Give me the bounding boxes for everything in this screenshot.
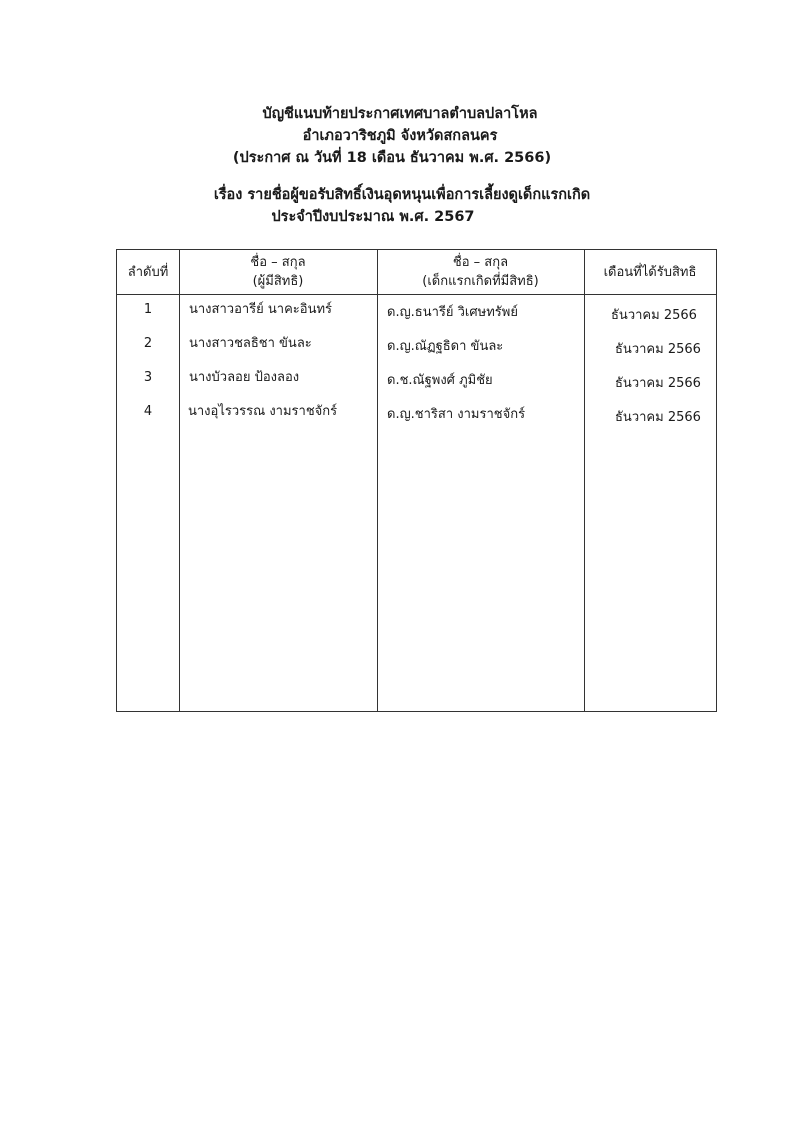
row-number: 3 xyxy=(143,370,153,385)
column-header-number: ลำดับที่ xyxy=(127,264,169,280)
column-header-claimant: ชื่อ – สกุล (ผู้มีสิทธิ) xyxy=(250,255,306,289)
row-number: 2 xyxy=(143,336,153,351)
benefit-month: ธันวาคม 2566 xyxy=(611,308,697,323)
doc-subject: เรื่อง รายชื่อผู้ขอรับสิทธิ์เงินอุดหนุนเพื่อการเลี้ยงดูเด็กแรกเกิด xyxy=(213,187,591,203)
claimant-name: นางสาวอารีย์ นาคะอินทร์ xyxy=(189,302,333,317)
row-number: 1 xyxy=(143,302,153,317)
column-divider xyxy=(179,250,180,711)
doc-fiscal-year: ประจำปีงบประมาณ พ.ศ. 2567 xyxy=(271,209,475,225)
beneficiary-table xyxy=(116,249,717,712)
child-name: ด.ญ.ณัฏฐธิดา ขันละ xyxy=(387,339,504,354)
benefit-month: ธันวาคม 2566 xyxy=(615,342,701,357)
benefit-month: ธันวาคม 2566 xyxy=(615,410,701,425)
doc-title: บัญชีแนบท้ายประกาศเทศบาลตำบลปลาโหล xyxy=(262,106,538,122)
child-name: ด.ญ.ชาริสา งามราชจักร์ xyxy=(387,407,526,422)
column-divider xyxy=(377,250,378,711)
claimant-name: นางสาวชลธิชา ขันละ xyxy=(189,336,312,351)
doc-district: อำเภอวาริชภูมิ จังหวัดสกลนคร xyxy=(302,128,498,144)
column-header-child: ชื่อ – สกุล (เด็กแรกเกิดที่มีสิทธิ) xyxy=(422,255,539,289)
claimant-name: นางอุไรวรรณ งามราชจักร์ xyxy=(188,404,338,419)
benefit-month: ธันวาคม 2566 xyxy=(615,376,701,391)
row-number: 4 xyxy=(143,404,153,419)
column-header-month: เดือนที่ได้รับสิทธิ xyxy=(603,264,697,280)
claimant-name: นางบัวลอย ป้องลอง xyxy=(189,370,300,385)
child-name: ด.ช.ณัฐพงศ์ ภูมิชัย xyxy=(387,373,493,388)
header-divider xyxy=(117,294,716,295)
column-divider xyxy=(584,250,585,711)
doc-date: (ประกาศ ณ วันที่ 18 เดือน ธันวาคม พ.ศ. 2566) xyxy=(232,150,552,166)
child-name: ด.ญ.ธนารีย์ วิเศษทรัพย์ xyxy=(387,305,518,320)
